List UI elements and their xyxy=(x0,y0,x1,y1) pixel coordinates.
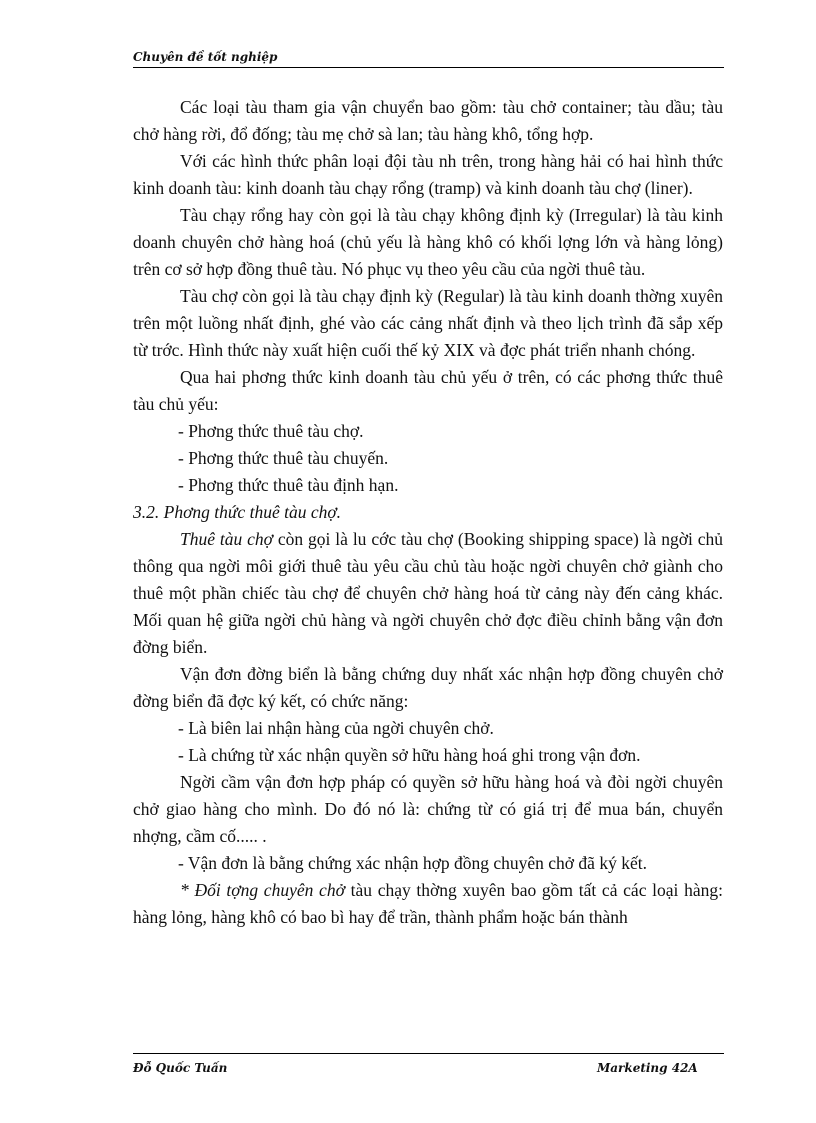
list-item: - Là chứng từ xác nhận quyền sở hữu hàng hoá ghi trong vận đơn. xyxy=(178,745,641,765)
paragraph-business-forms: Với các hình thức phân loại đội tàu nh trên, trong hàng hải có hai hình thức kinh doanh tàu: kinh doanh tàu chạy rổng (tramp) và kinh doanh tàu chợ (liner). xyxy=(133,151,723,198)
term-cargo: * Đối tợng chuyên chở xyxy=(180,880,345,900)
list-item: - Phơng thức thuê tàu định hạn. xyxy=(178,475,399,495)
term-liner-booking: Thuê tàu chợ xyxy=(180,529,273,549)
document-body xyxy=(133,94,723,931)
list-item: - Là biên lai nhận hàng của ngời chuyên chở. xyxy=(178,718,494,738)
paragraph-chartering-methods: Qua hai phơng thức kinh doanh tàu chủ yếu ở trên, có các phơng thức thuê tàu chủ yếu: xyxy=(133,367,723,414)
list-item: - Phơng thức thuê tàu chuyến. xyxy=(178,448,389,468)
paragraph-bill-of-lading: Vận đơn đờng biển là bằng chứng duy nhất xác nhận hợp đồng chuyên chở đờng biển đã đợc ký kết, có chức năng: xyxy=(133,664,723,711)
footer-author: Đỗ Quốc Tuấn xyxy=(133,1061,228,1075)
paragraph-tramp: Tàu chạy rổng hay còn gọi là tàu chạy không định kỳ (Irregular) là tàu kinh doanh chuyên chở hàng hoá (chủ yếu là hàng khô có khối lợng lớn và hàng lỏng) trên cơ sở hợp đồng thuê tàu. Nó phục vụ theo yêu cầu của ngời thuê tàu. xyxy=(133,205,723,279)
paragraph-text: tàu chạy thờng xuyên bao gồm tất cả các loại hàng: hàng lỏng, hàng khô có bao bì hay để trần, thành phẩm hoặc bán thành xyxy=(133,880,723,927)
paragraph-text: còn gọi là lu cớc tàu chợ (Booking shipping space) là ngời chủ thông qua ngời môi giới thuê tàu yêu cầu chủ tàu hoặc ngời chuyên chở giành cho thuê một phần chiếc tàu chợ để chuyên chở hàng hoá từ cảng này đến cảng khác. Mối quan hệ giữa ngời chủ hàng và ngời chuyên chở đợc điều chỉnh bằng vận đơn đờng biển. xyxy=(133,529,723,657)
list-item: - Phơng thức thuê tàu chợ. xyxy=(178,421,364,441)
footer-divider xyxy=(133,1053,724,1054)
paragraph-liner-booking xyxy=(133,526,723,661)
paragraph-liner: Tàu chợ còn gọi là tàu chạy định kỳ (Regular) là tàu kinh doanh thờng xuyên trên một luồng nhất định, ghé vào các cảng nhất định và theo lịch trình đã sắp xếp từ trớc. Hình thức này xuất hiện cuối thế kỷ XIX và đợc phát triển nhanh chóng. xyxy=(133,286,723,360)
footer-class: Marketing 42A xyxy=(597,1061,698,1075)
paragraph-holder-rights: Ngời cầm vận đơn hợp pháp có quyền sở hữu hàng hoá và đòi ngời chuyên chở giao hàng cho mình. Do đó nó là: chứng từ có giá trị để mua bán, chuyển nhợng, cầm cố..... . xyxy=(133,772,723,846)
paragraph-cargo xyxy=(133,877,723,931)
paragraph-vessel-types: Các loại tàu tham gia vận chuyển bao gồm: tàu chở container; tàu dầu; tàu chở hàng rời, đổ đống; tàu mẹ chở sà lan; tàu hàng khô, tổng hợp. xyxy=(133,97,723,144)
section-heading: 3.2. Phơng thức thuê tàu chợ. xyxy=(133,502,342,522)
list-item: - Vận đơn là bằng chứng xác nhận hợp đồng chuyên chở đã ký kết. xyxy=(178,853,647,873)
header-divider xyxy=(133,67,724,68)
header-title: Chuyên đề tốt nghiệp xyxy=(133,50,278,64)
